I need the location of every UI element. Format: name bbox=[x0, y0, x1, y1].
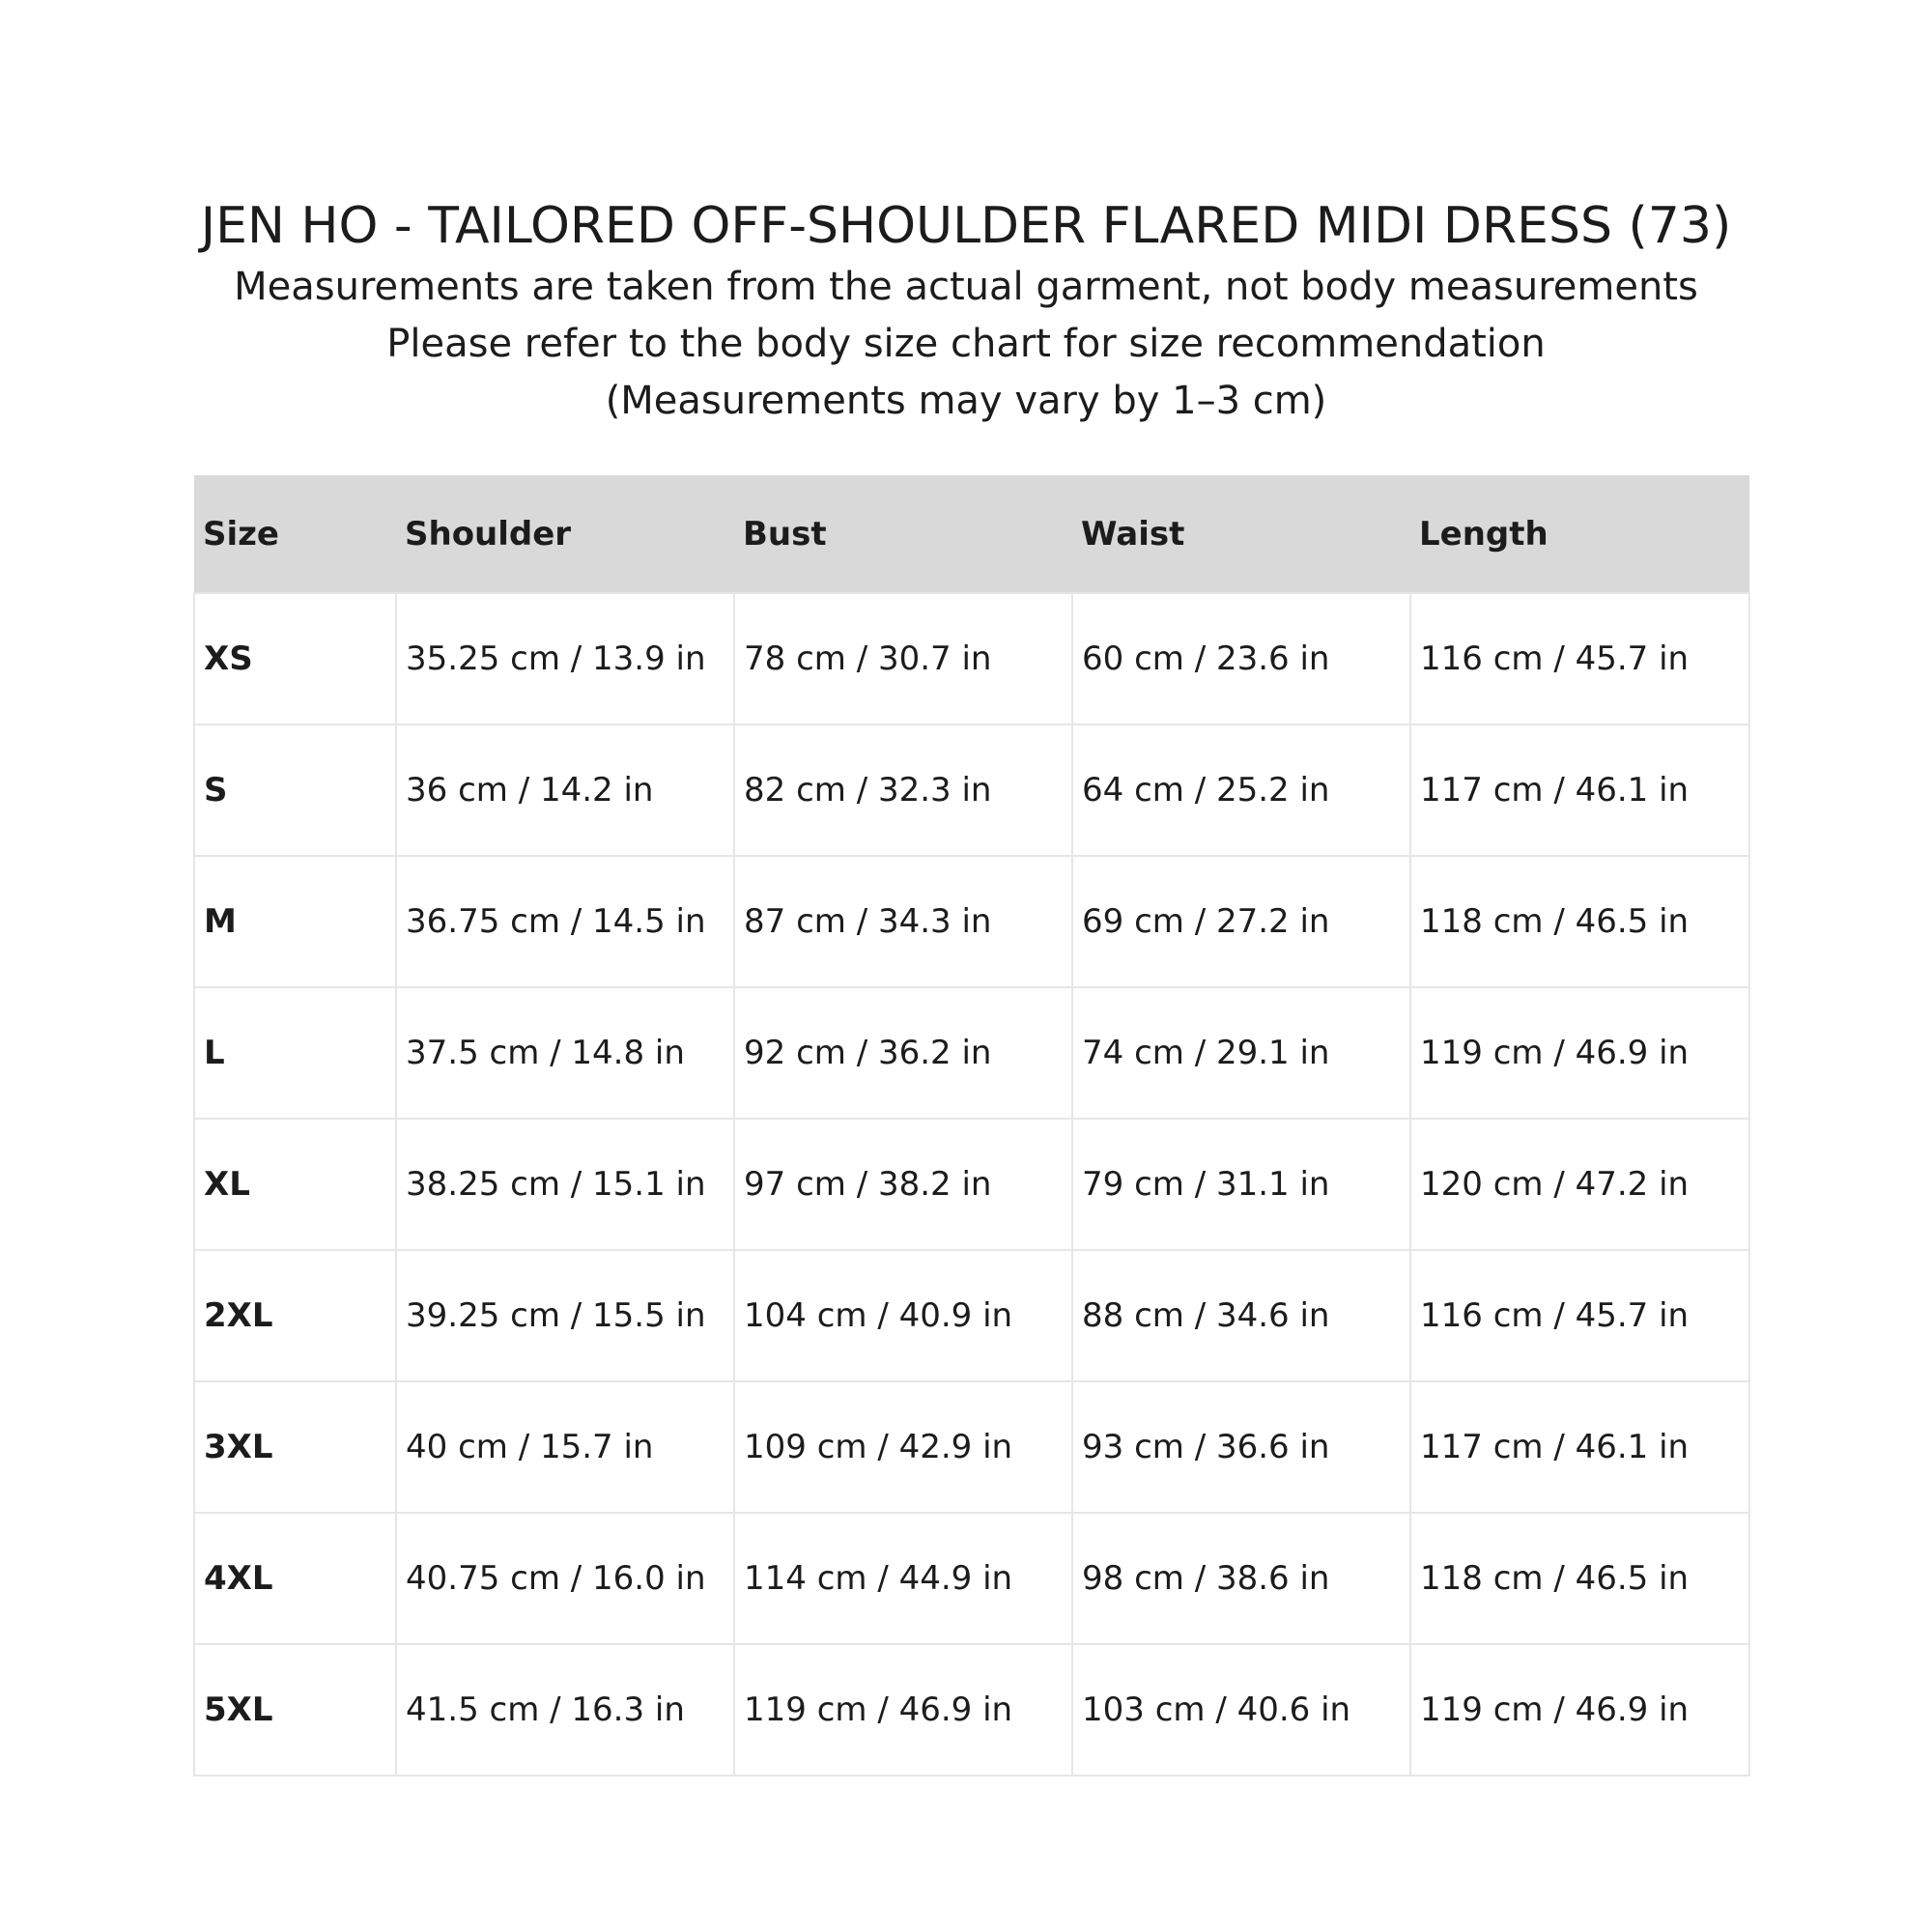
table-row bbox=[194, 856, 1749, 987]
size-cell: 3XL bbox=[194, 1381, 396, 1513]
table-row bbox=[194, 724, 1749, 856]
bust-cell: 87 cm / 34.3 in bbox=[734, 856, 1072, 987]
waist-cell: 103 cm / 40.6 in bbox=[1072, 1644, 1410, 1776]
shoulder-cell: 36.75 cm / 14.5 in bbox=[396, 856, 734, 987]
bust-cell: 109 cm / 42.9 in bbox=[734, 1381, 1072, 1513]
shoulder-cell: 35.25 cm / 13.9 in bbox=[396, 593, 734, 724]
waist-cell: 79 cm / 31.1 in bbox=[1072, 1119, 1410, 1250]
table-row bbox=[194, 987, 1749, 1119]
waist-cell: 88 cm / 34.6 in bbox=[1072, 1250, 1410, 1381]
column-header-waist: Waist bbox=[1081, 514, 1185, 554]
size-cell: 4XL bbox=[194, 1513, 396, 1644]
column-header-bust: Bust bbox=[743, 514, 827, 554]
shoulder-cell: 39.25 cm / 15.5 in bbox=[396, 1250, 734, 1381]
waist-cell: 64 cm / 25.2 in bbox=[1072, 724, 1410, 856]
waist-cell: 60 cm / 23.6 in bbox=[1072, 593, 1410, 724]
size-cell: S bbox=[194, 724, 396, 856]
bust-cell: 97 cm / 38.2 in bbox=[734, 1119, 1072, 1250]
shoulder-cell: 41.5 cm / 16.3 in bbox=[396, 1644, 734, 1776]
waist-cell: 74 cm / 29.1 in bbox=[1072, 987, 1410, 1119]
bust-cell: 92 cm / 36.2 in bbox=[734, 987, 1072, 1119]
bust-cell: 82 cm / 32.3 in bbox=[734, 724, 1072, 856]
table-row bbox=[194, 1250, 1749, 1381]
length-cell: 118 cm / 46.5 in bbox=[1410, 1513, 1749, 1644]
subtitle-line-2: Please refer to the body size chart for size recommendation bbox=[386, 322, 1546, 366]
page-title: JEN HO - TAILORED OFF-SHOULDER FLARED MIDI DRESS (73) bbox=[200, 197, 1732, 255]
length-cell: 119 cm / 46.9 in bbox=[1410, 987, 1749, 1119]
shoulder-cell: 36 cm / 14.2 in bbox=[396, 724, 734, 856]
bust-cell: 114 cm / 44.9 in bbox=[734, 1513, 1072, 1644]
table-row bbox=[194, 1119, 1749, 1250]
waist-cell: 69 cm / 27.2 in bbox=[1072, 856, 1410, 987]
length-cell: 116 cm / 45.7 in bbox=[1410, 1250, 1749, 1381]
bust-cell: 78 cm / 30.7 in bbox=[734, 593, 1072, 724]
length-cell: 119 cm / 46.9 in bbox=[1410, 1644, 1749, 1776]
table-row bbox=[194, 1513, 1749, 1644]
length-cell: 117 cm / 46.1 in bbox=[1410, 1381, 1749, 1513]
column-header-length: Length bbox=[1419, 514, 1548, 554]
table-row bbox=[194, 1381, 1749, 1513]
length-cell: 120 cm / 47.2 in bbox=[1410, 1119, 1749, 1250]
length-cell: 118 cm / 46.5 in bbox=[1410, 856, 1749, 987]
size-cell: 2XL bbox=[194, 1250, 396, 1381]
shoulder-cell: 38.25 cm / 15.1 in bbox=[396, 1119, 734, 1250]
size-cell: XS bbox=[194, 593, 396, 724]
table-header-row bbox=[194, 475, 1749, 593]
size-chart-table-wrapper bbox=[193, 475, 1748, 1776]
size-cell: L bbox=[194, 987, 396, 1119]
waist-cell: 93 cm / 36.6 in bbox=[1072, 1381, 1410, 1513]
size-cell: M bbox=[194, 856, 396, 987]
column-header-size: Size bbox=[203, 514, 279, 554]
page-header bbox=[0, 193, 1932, 430]
length-cell: 117 cm / 46.1 in bbox=[1410, 724, 1749, 856]
bust-cell: 119 cm / 46.9 in bbox=[734, 1644, 1072, 1776]
shoulder-cell: 37.5 cm / 14.8 in bbox=[396, 987, 734, 1119]
waist-cell: 98 cm / 38.6 in bbox=[1072, 1513, 1410, 1644]
length-cell: 116 cm / 45.7 in bbox=[1410, 593, 1749, 724]
table-row bbox=[194, 593, 1749, 724]
subtitle-line-3: (Measurements may vary by 1–3 cm) bbox=[605, 379, 1327, 423]
column-header-shoulder: Shoulder bbox=[405, 514, 572, 554]
bust-cell: 104 cm / 40.9 in bbox=[734, 1250, 1072, 1381]
size-chart-table bbox=[193, 475, 1750, 1776]
shoulder-cell: 40.75 cm / 16.0 in bbox=[396, 1513, 734, 1644]
size-cell: 5XL bbox=[194, 1644, 396, 1776]
subtitle-line-1: Measurements are taken from the actual garment, not body measurements bbox=[234, 265, 1698, 309]
size-cell: XL bbox=[194, 1119, 396, 1250]
shoulder-cell: 40 cm / 15.7 in bbox=[396, 1381, 734, 1513]
table-row bbox=[194, 1644, 1749, 1776]
